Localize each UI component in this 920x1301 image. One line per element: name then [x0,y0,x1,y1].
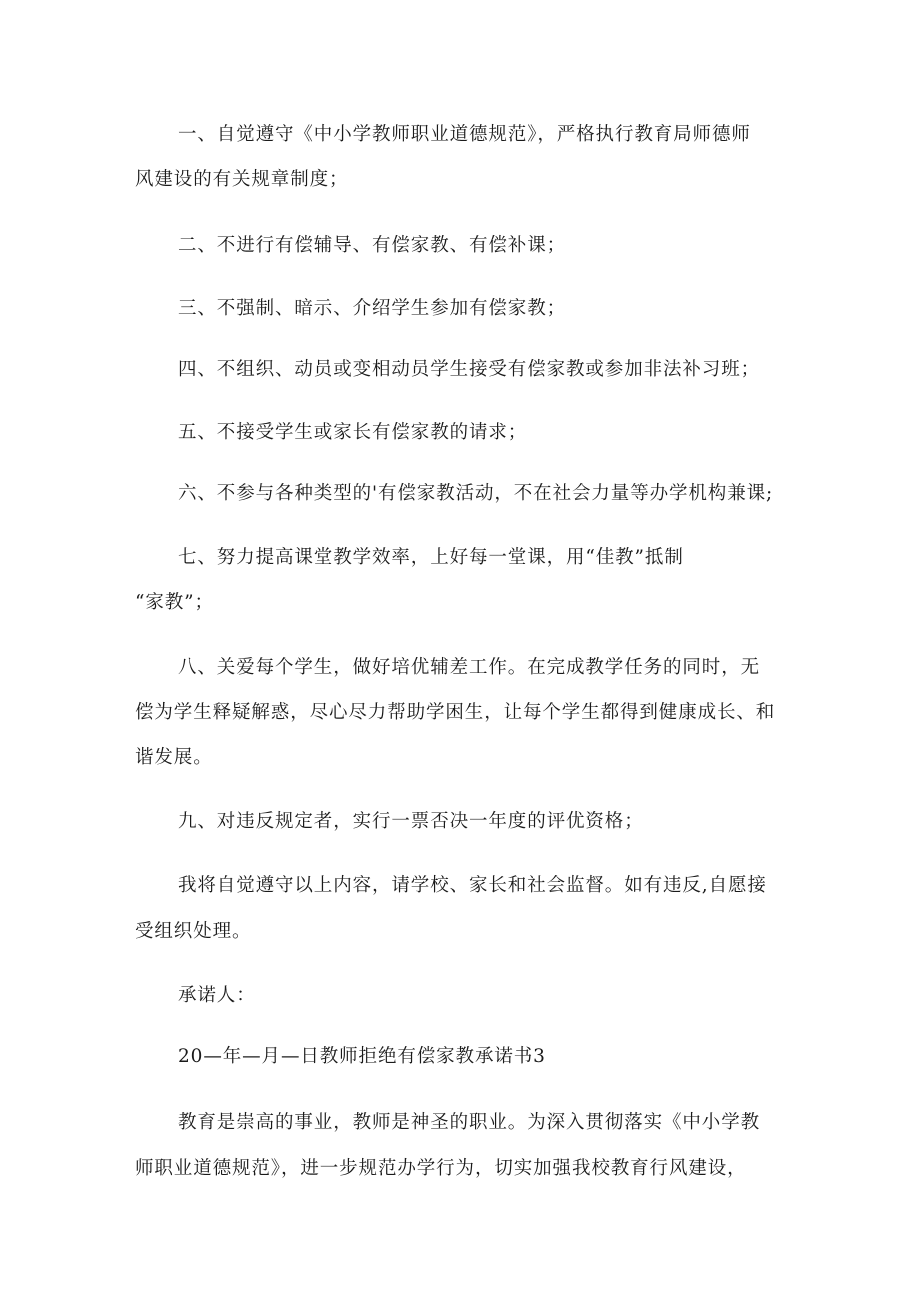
intro-line-1: 教育是崇高的事业，教师是神圣的职业。为深入贯彻落实《中小学教 [178,1112,761,1133]
item-8-line-1: 八、关爱每个学生，做好培优辅差工作。在完成教学任务的同时，无 [178,657,761,678]
item-7-line-1: 七、努力提高课堂教学效率，上好每一堂课，用“佳教”抵制 [178,547,684,568]
item-1-line-2: 风建设的有关规章制度； [135,169,349,190]
pledge-line-1: 我将自觉遵守以上内容，请学校、家长和社会监督。如有违反,自愿接 [178,875,767,896]
item-8-line-3: 谐发展。 [135,747,213,768]
item-5: 五、不接受学生或家长有偿家教的请求； [178,422,528,443]
signatory-label: 承诺人： [178,985,256,1006]
item-7-line-2: “家教”； [135,592,214,613]
item-3: 三、不强制、暗示、介绍学生参加有偿家教； [178,298,567,319]
item-6: 六、不参与各种类型的'有偿家教活动，不在社会力量等办学机构兼课; [178,483,774,504]
item-9: 九、对违反规定者，实行一票否决一年度的评优资格； [178,811,644,832]
intro-line-2: 师职业道德规范》，进一步规范办学行为，切实加强我校教育行风建设， [135,1158,747,1179]
item-4: 四、不组织、动员或变相动员学生接受有偿家教或参加非法补习班； [178,359,761,380]
item-1-line-1: 一、自觉遵守《中小学教师职业道德规范》，严格执行教育局师德师 [178,124,751,145]
item-2: 二、不进行有偿辅导、有偿家教、有偿补课； [178,235,567,256]
date-and-next-title: 20—年—月—日教师拒绝有偿家教承诺书3 [178,1046,546,1067]
pledge-line-2: 受组织处理。 [135,921,252,942]
item-8-line-2: 偿为学生释疑解惑，尽心尽力帮助学困生，让每个学生都得到健康成长、和 [135,702,776,723]
